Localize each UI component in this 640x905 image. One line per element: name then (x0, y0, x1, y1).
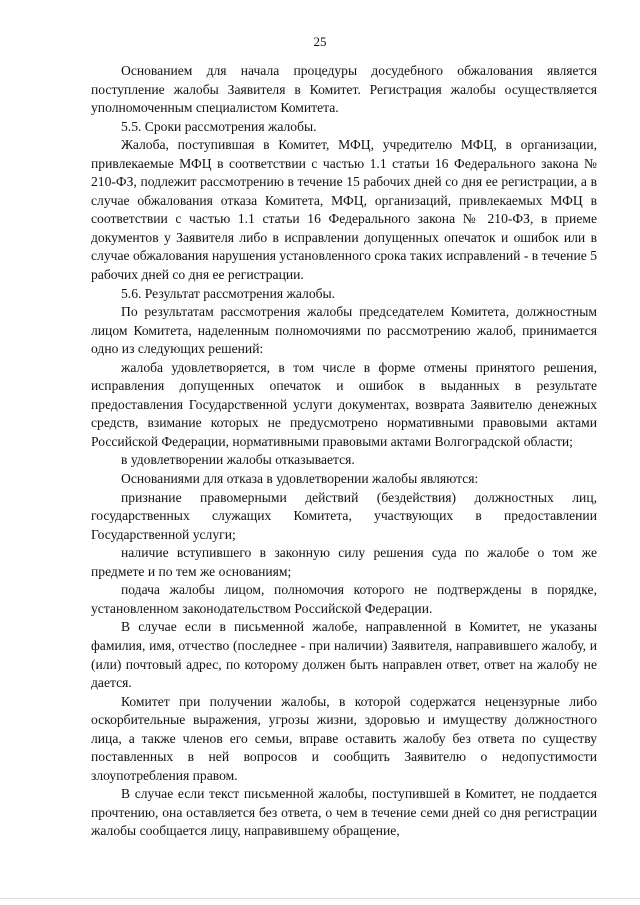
paragraph-unreadable: В случае если текст письменной жалобы, поступившей в Комитет, не поддается прочтению, она оставляется без ответа, о чем в течение семи дней со дня регистрации жалобы сообщается лицу, направившему обращение, (91, 786, 597, 839)
paragraph-no-address: В случае если в письменной жалобе, направленной в Комитет, не указаны фамилия, имя, отчество (последнее - при наличии) Заявителя, направившего жалобу, и (или) почтовый адрес, по которому должен быть направлен ответ, ответ на жалобу не дается. (91, 619, 597, 691)
paragraph-decision-satisfy: жалоба удовлетворяется, в том числе в форме отмены принятого решения, исправления допущенных опечаток и ошибок в выданных в результате предоставления Государственной услуги документах, возврата Заявителю денежных средств, взимание которых не предусмотрено нормативными правовыми актами Российской Федерации, нормативными правовыми актами Волгоградской области; (91, 359, 597, 449)
paragraph-deadlines: Жалоба, поступившая в Комитет, МФЦ, учредителю МФЦ, в организации, привлекаемые МФЦ в соответствии с частью 1.1 статьи 16 Федерального закона № 210-ФЗ, подлежит рассмотрению в течение 15 рабочих дней со дня ее регистрации, а в случае обжалования отказа Комитета, МФЦ, организаций, привлекаемых МФЦ в соответствии с частью 1.1 статьи 16 Федерального закона № 210-ФЗ, в приеме документов у Заявителя либо в исправлении допущенных опечаток и ошибок или в случае обжалования нарушения установленного срока таких исправлений - в течение 5 рабочих дней со дня ее регистрации. (91, 137, 597, 283)
paragraph-refusal-lawful: признание правомерными действий (бездействия) должностных лиц, государственных служащих Комитета, участвующих в предоставлении Государственной услуги; (91, 489, 597, 542)
section-heading-5-6: 5.6. Результат рассмотрения жалобы. (121, 285, 336, 301)
paragraph-decisions: По результатам рассмотрения жалобы председателем Комитета, должностным лицом Комитета, наделенным полномочиями по рассмотрению жалоб, принимается одно из следующих решений: (91, 304, 597, 357)
paragraph-grounds: Основанием для начала процедуры досудебного обжалования является поступление жалобы Заявителя в Комитет. Регистрация жалобы осуществляется уполномоченным специалистом Комитета. (91, 63, 597, 116)
section-heading-5-5: 5.5. Сроки рассмотрения жалобы. (121, 118, 317, 134)
paragraph-offensive: Комитет при получении жалобы, в которой содержатся нецензурные либо оскорбительные выражения, угрозы жизни, здоровью и имуществу должностного лица, а также членов его семьи, вправе оставить жалобу без ответа по существу поставленных в ней вопросов и сообщить Заявителю о недопустимости злоупотребления правом. (91, 693, 597, 783)
page-number: 25 (313, 34, 327, 49)
paragraph-refusal-grounds: Основаниями для отказа в удовлетворении жалобы являются: (121, 471, 479, 487)
document-body (91, 62, 597, 841)
paragraph-refusal-authority: подача жалобы лицом, полномочия которого не подтверждены в порядке, установленном законодательством Российской Федерации. (91, 582, 597, 616)
scan-edge-line (0, 898, 640, 899)
paragraph-decision-refuse: в удовлетворении жалобы отказывается. (121, 452, 355, 468)
paragraph-refusal-court: наличие вступившего в законную силу решения суда по жалобе о том же предмете и по тем же основаниям; (91, 545, 597, 579)
